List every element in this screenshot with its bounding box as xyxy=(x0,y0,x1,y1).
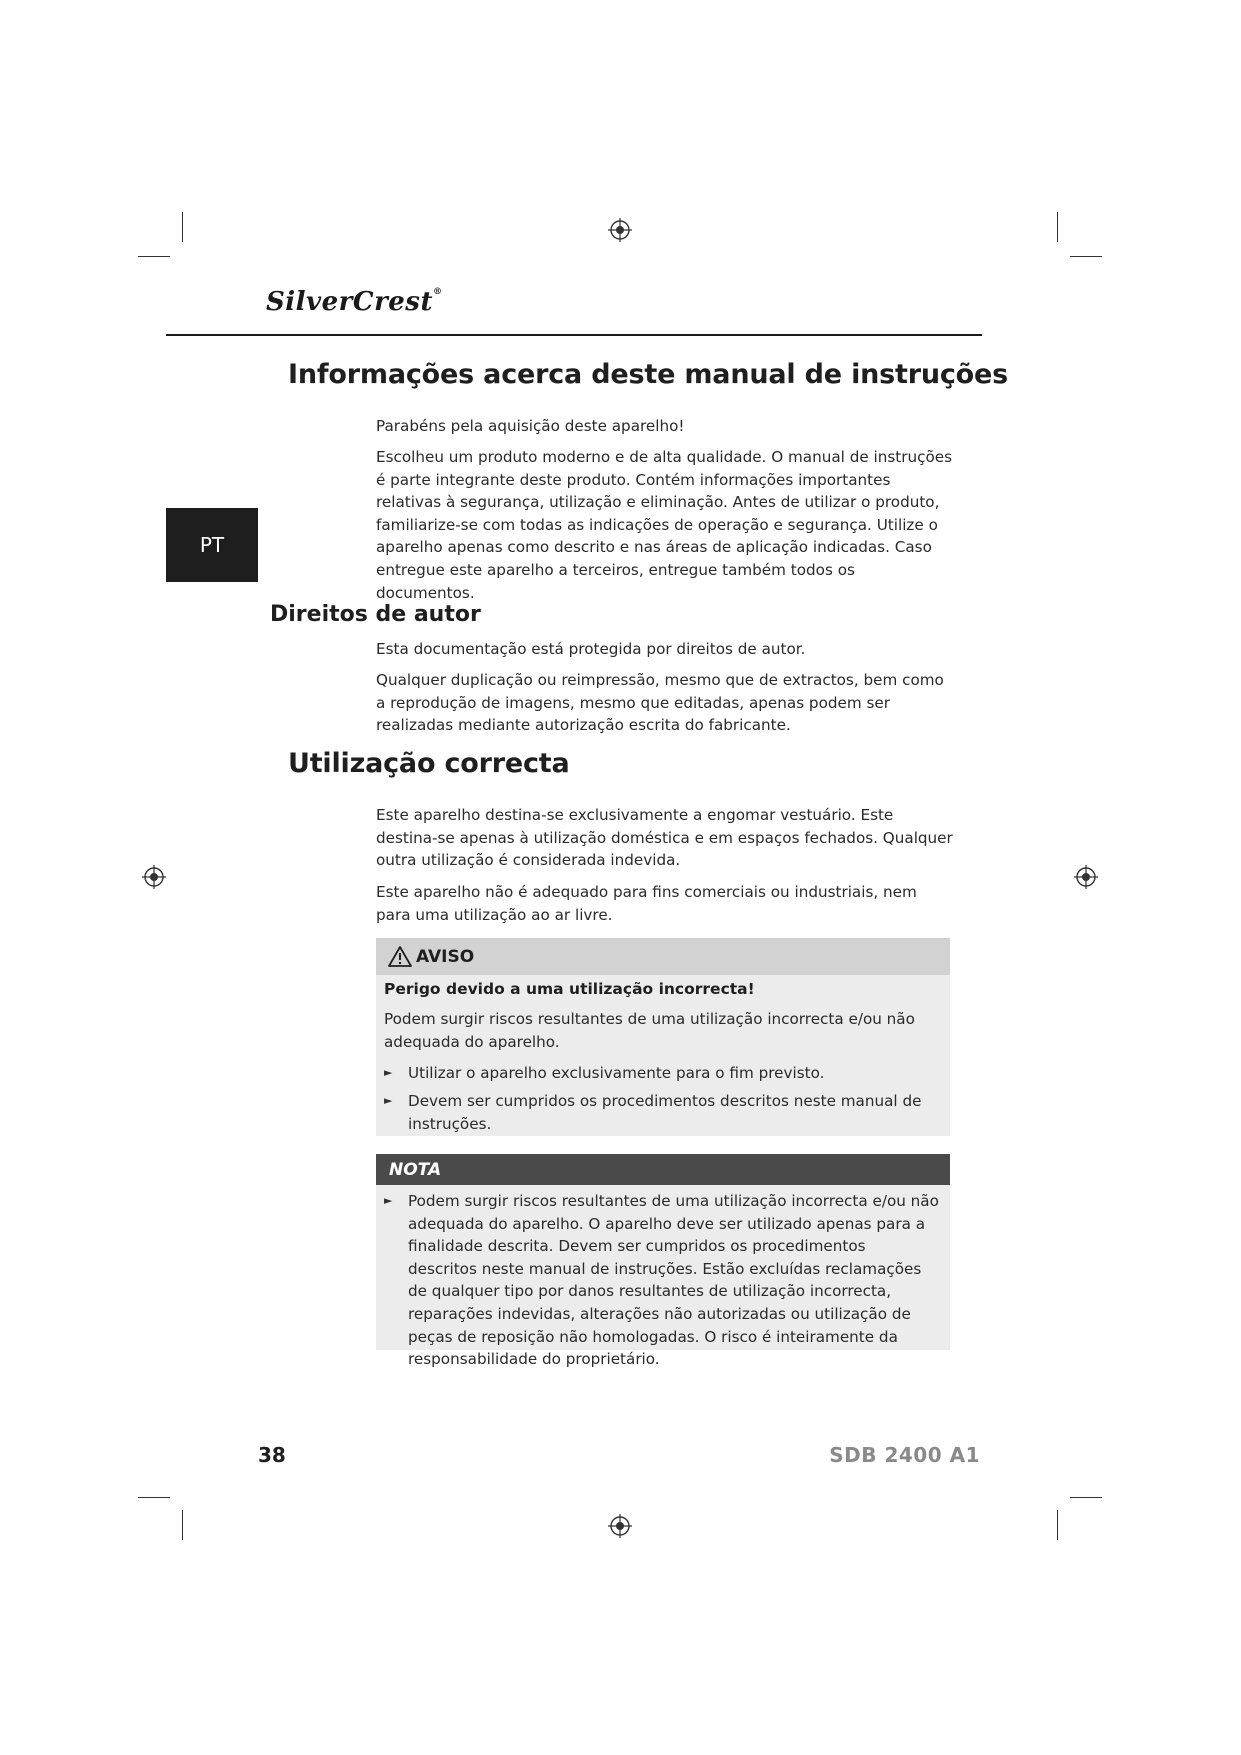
crop-mark xyxy=(182,212,183,242)
note-box xyxy=(376,1154,950,1369)
warning-header xyxy=(376,938,950,975)
crop-mark xyxy=(1057,212,1058,242)
arrow-right-icon: ► xyxy=(384,1094,393,1107)
paragraph: Qualquer duplicação ou reimpressão, mesmo que de extractos, bem como a reprodução de imagens, mesmo que editadas, apenas podem ser realizadas mediante autorização escrita do fabricante. xyxy=(376,671,944,735)
crop-mark xyxy=(1070,256,1102,257)
model-number: SDB 2400 A1 xyxy=(829,1443,980,1467)
registration-target-icon xyxy=(608,218,632,242)
warning-triangle-icon xyxy=(388,946,412,967)
section-title-about-manual: Informações acerca deste manual de instruções xyxy=(288,359,1009,390)
registration-target-icon xyxy=(142,865,166,889)
crop-mark xyxy=(1057,1510,1058,1540)
registration-target-icon xyxy=(608,1514,632,1538)
note-header xyxy=(376,1154,950,1185)
header-rule xyxy=(166,334,982,336)
brand-logo: SilverCrest® xyxy=(266,287,443,317)
note-label: NOTA xyxy=(389,1159,442,1180)
page-number: 38 xyxy=(258,1443,286,1467)
list-item: ► Utilizar o aparelho exclusivamente para o fim previsto. xyxy=(384,1062,939,1085)
section-title-copyright: Direitos de autor xyxy=(270,602,481,627)
warning-label: AVISO xyxy=(416,946,475,967)
language-tab: PT xyxy=(166,508,258,582)
warning-subtitle: Perigo devido a uma utilização incorrecta! xyxy=(384,980,755,998)
list-item: ► Podem surgir riscos resultantes de uma utilização incorrecta e/ou não adequada do aparelho. O aparelho deve ser utilizado apenas para a finalidade descrita. Devem ser cumpridos os procedimentos descritos neste manual de instruções. Estão excluídas reclamações de qualquer tipo por danos resultantes de utilização incorrecta, reparações indevidas, alterações não autorizadas ou utilização de peças de reposição não homologadas. O risco é inteiramente da responsabilidade do proprietário. xyxy=(384,1192,939,1369)
paragraph: Escolheu um produto moderno e de alta qualidade. O manual de instruções é parte integrante deste produto. Contém informações importantes relativas à segurança, utilização e eliminação. Antes de utilizar o produto, familiarize-se com todas as indicações de operação e segurança. Utilize o aparelho apenas como descrito e nas áreas de aplicação indicadas. Caso entregue este aparelho a terceiros, entregue também todos os documentos. xyxy=(376,448,952,602)
warning-box xyxy=(376,938,950,1136)
crop-mark xyxy=(182,1510,183,1540)
paragraph: Esta documentação está protegida por direitos de autor. xyxy=(376,640,806,658)
warning-text: Podem surgir riscos resultantes de uma utilização incorrecta e/ou não adequada do aparelho. xyxy=(384,1010,915,1051)
paragraph: Parabéns pela aquisição deste aparelho! xyxy=(376,417,685,435)
paragraph: Este aparelho não é adequado para fins comerciais ou industriais, nem para uma utilização ao ar livre. xyxy=(376,883,917,924)
arrow-right-icon: ► xyxy=(384,1066,393,1079)
section-title-intended-use: Utilização correcta xyxy=(288,748,570,779)
paragraph: Este aparelho destina-se exclusivamente a engomar vestuário. Este destina-se apenas à utilização doméstica e em espaços fechados. Qualquer outra utilização é considerada indevida. xyxy=(376,806,953,870)
arrow-right-icon: ► xyxy=(384,1194,393,1207)
list-item: ► Devem ser cumpridos os procedimentos descritos neste manual de instruções. xyxy=(384,1092,922,1133)
crop-mark xyxy=(138,1497,170,1498)
crop-mark xyxy=(1070,1497,1102,1498)
registration-target-icon xyxy=(1074,865,1098,889)
crop-mark xyxy=(138,256,170,257)
